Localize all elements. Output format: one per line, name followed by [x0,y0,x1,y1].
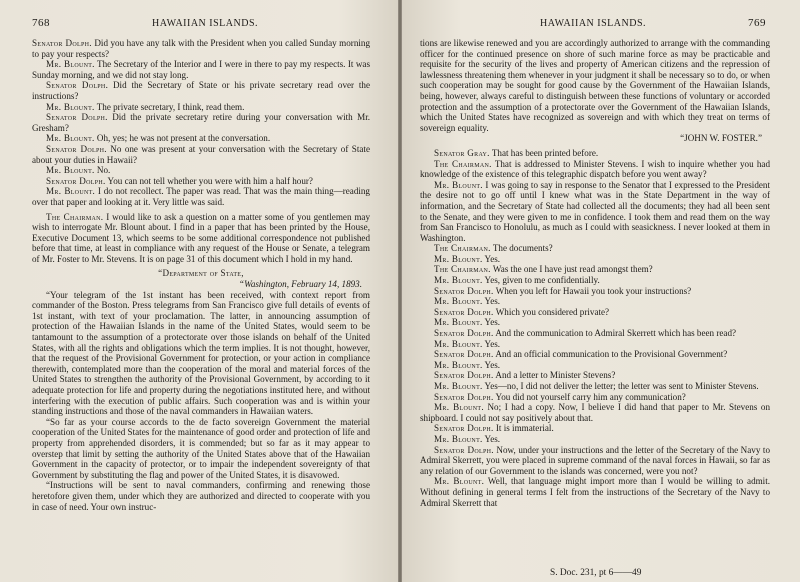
telegram-paragraph: “Your telegram of the 1st instant has been received, with context report from commander of the Boston. Press telegrams from San Francisco give full details of events of 1st instant, with text of your proclamation. The latter, in announcing assumption of protection of the Hawaiian Islands in the name of the United States, would seem to be tantamount to the assumption of a protectorate over those islands on behalf of the United States, with all the rights and obligations which the term implies. It is not thought, however, that the request of the Provisional Government for protection, or your action in compliance therewith, contemplated more than the cooperation of the moral and material forces of the United States to strengthen the authority of the Provisional Government, by according to it adequate protection for life and property during the negotiations instituted here, and without interfering with the execution of public affairs. Such cooperation was and is within your standing instructions and those of the naval commanders in Hawaiian waters. [32,289,370,417]
dialogue-paragraph: Mr. Blount. Yes. [434,359,501,370]
right-page-body [420,38,770,508]
dialogue-paragraph: Mr. Blount. Oh, yes; he was not present at the conversation. [46,133,271,144]
dialogue-paragraph: Senator Dolph. Did the private secretary retire during your conversation with Mr. Gresham? [32,112,370,133]
dialogue-paragraph: Senator Dolph. Which you considered private? [434,306,610,317]
dialogue-paragraph: Mr. Blount. Yes. [434,338,501,349]
left-page [0,0,398,582]
dialogue-paragraph: Senator Gray. That has been printed before. [434,147,599,158]
page-number: 769 [748,17,766,29]
dialogue-paragraph: Senator Dolph. No one was present at your conversation with the Secretary of State about your duties in Hawaii? [32,143,370,165]
dialogue-paragraph: Senator Dolph. You did not yourself carry him any communication? [434,391,686,402]
dialogue-paragraph: Senator Dolph. And an official communication to the Provisional Government? [434,349,728,360]
telegram-dateline: “Washington, February 14, 1893. [239,279,362,290]
dialogue-paragraph: The Chairman. That is addressed to Minister Stevens. I wish to inquire whether you had knowledge of the existence of this telegraphic dispatch before you went away? [420,158,771,180]
dialogue-paragraph: Senator Dolph. When you left for Hawaii you took your instructions? [434,285,692,296]
dialogue-paragraph: Mr. Blount. Yes—no, I did not deliver the letter; the letter was sent to Minister Stevens. [434,381,759,391]
page-number: 768 [32,17,50,29]
dialogue-paragraph: Senator Dolph. And a letter to Minister Stevens? [434,370,616,381]
dialogue-paragraph: Senator Dolph. Did the Secretary of State or his private secretary read over the instructions? [32,80,371,101]
dialogue-paragraph: Mr. Blount. No. [46,165,111,176]
dialogue-paragraph: Senator Dolph. Now, under your instructions and the letter of the Secretary of the Navy to Admiral Skerrett, you were placed in supreme command of the naval forces in Hawaii, so far as any relation of our Government to the islands was concerned, were you not? [420,444,770,476]
dialogue-paragraph: Mr. Blount. No; I had a copy. Now, I believe I did hand that paper to Mr. Stevens on shipboard. I could not say positively about that. [420,402,770,423]
dialogue-paragraph: Senator Dolph. And the communication to Admiral Skerrett which has been read? [434,328,737,339]
running-head: HAWAIIAN ISLANDS. [539,18,647,29]
left-page-body [32,38,370,512]
dialogue-paragraph: Mr. Blount. Yes. [434,296,501,307]
dialogue-paragraph: Senator Dolph. You can not tell whether you were with him a half hour? [46,175,313,186]
telegram-paragraph: “Instructions will be sent to naval commanders, confirming and renewing those heretofore given them, under which they are authorized and directed to cooperate with you in case of need. Your own instruc- [32,480,370,512]
dialogue-paragraph: Senator Dolph. Did you have any talk with the President when you called Sunday morning to pay your respects? [32,38,370,59]
dialogue-paragraph: Mr. Blount. I was going to say in response to the Senator that I expressed to the President the desire not to go off until I knew what was in the State Department in the way of information, and the Secretary of State had collected all the documents; they had all been sent to the Senate, and they were given to me in confidence. I took them and read them on the way from San Francisco to Honolulu, as much as I could with seasickness. I never looked at them in Washington. [420,179,770,243]
telegram-continuation: tions are likewise renewed and you are accordingly authorized to arrange with the commanding officer for the continued presence on shore of such marine force as may be practicable and requisite for the security of the lives and property of American citizens and the repression of lawlessness threatening them whenever in your judgment it shall be necessary so to do, or when such cooperation may be sought for good cause by the Government of the Hawaiian Islands, being, however, always careful to distinguish between these functions of voluntary or accorded protection and the assumption of a protectorate over the Government of the Hawaiian Islands, which the United States have recognized as sovereign and with which they treat on terms of sovereign equality. [420,38,770,133]
dialogue-paragraph: The Chairman. I would like to ask a question on a matter some of you gentlemen may wish to interrogate Mr. Blount about. I find in a paper that has been printed by the House, Executive Document 13, which seems to be some additional correspondence not published before that time, at least in compliance with any request of the House or Senate, a telegram of Mr. Foster to Mr. Stevens. It is on page 31 of this document which I hold in my hand. [32,211,371,264]
dialogue-paragraph: Mr. Blount. The Secretary of the Interior and I were in there to pay my respects. It was Sunday morning, and we did not stay long. [32,59,371,80]
telegram-paragraph: “So far as your course accords to the de facto sovereign Government the material cooperation of the United States for the maintenance of good order and protection of life and property from apprehended disorders, it is commended; but so far as it may appear to overstep that limit by setting the authority of the United States above that of the Hawaiian Government in the capacity of protector, or to impair the independent sovereignty of that Government by substituting the flag and power of the United States, it is disavowed. [32,416,370,480]
telegram-signature: “JOHN W. FOSTER.” [680,133,762,144]
dialogue-paragraph: Mr. Blount. Yes, given to me confidentially. [434,275,600,286]
dialogue-paragraph: The Chairman. Was the one I have just read amongst them? [434,264,653,275]
left-page-header [32,18,378,32]
dialogue-paragraph: Mr. Blount. The private secretary, I think, read them. [46,101,245,112]
right-page-header [420,18,766,32]
telegram-heading: “Department of State, [158,268,244,279]
dialogue-paragraph: Mr. Blount. I do not recollect. The paper was read. That was the main thing—reading over that paper and looking at it. Very little was said. [32,186,370,207]
dialogue-paragraph: Mr. Blount. Well, that language might import more than I would be willing to admit. Without defining in general terms I felt from the instructions of the Secretary of the Navy to Admiral Skerrett that [420,476,771,508]
dialogue-paragraph: The Chairman. The documents? [434,243,553,254]
right-page [402,0,800,582]
signature-footer: S. Doc. 231, pt 6——49 [550,568,642,578]
running-head: HAWAIIAN ISLANDS. [151,18,259,29]
dialogue-paragraph: Mr. Blount. Yes. [434,433,501,444]
dialogue-paragraph: Mr. Blount. Yes. [434,317,501,328]
dialogue-paragraph: Senator Dolph. It is immaterial. [434,423,554,434]
dialogue-paragraph: Mr. Blount. Yes. [434,253,501,264]
